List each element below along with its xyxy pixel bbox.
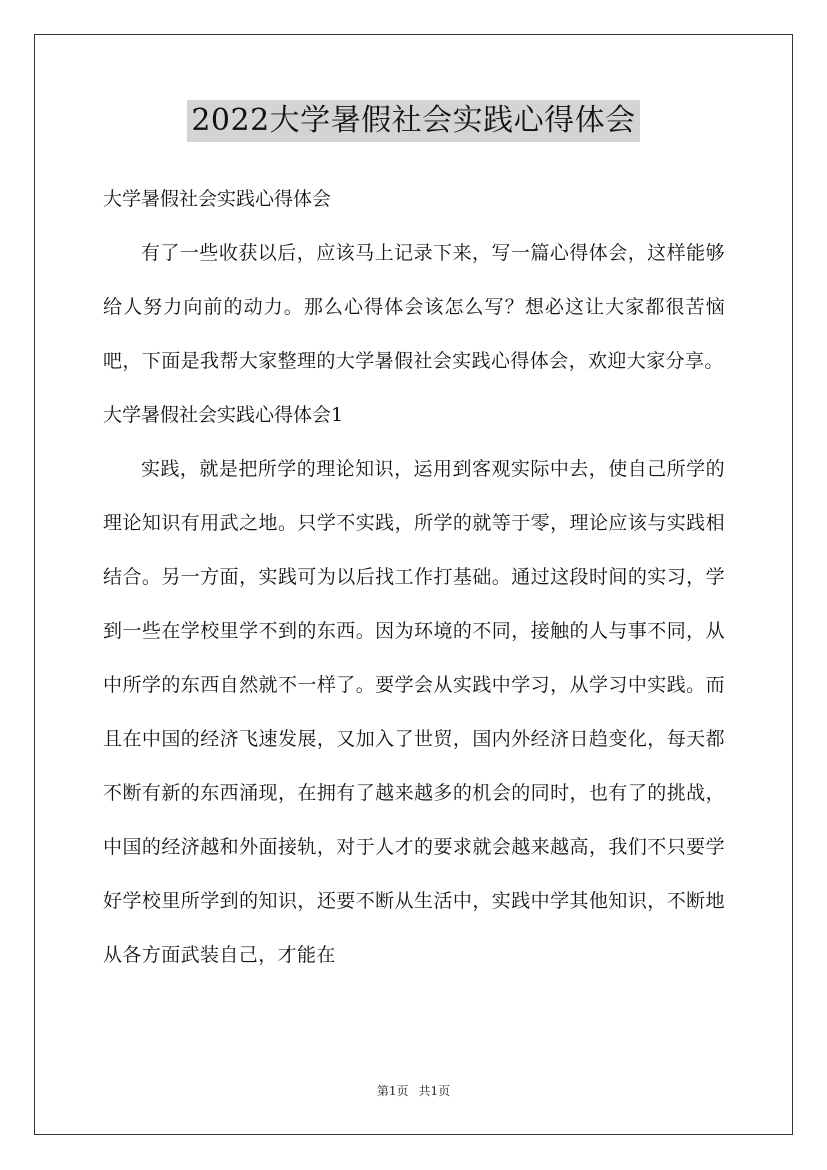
document-title: 2022大学暑假社会实践心得体会 [187, 100, 639, 142]
title-container [0, 100, 827, 142]
intro-paragraph: 有了一些收获以后，应该马上记录下来，写一篇心得体会，这样能够给人努力向前的动力。那么心得体会该怎么写？想必这让大家都很苦恼吧，下面是我帮大家整理的大学暑假社会实践心得体会，欢迎大家分享。 [103, 242, 725, 372]
section-heading: 大学暑假社会实践心得体会1 [103, 404, 344, 426]
document-subtitle: 大学暑假社会实践心得体会 [103, 188, 332, 210]
page-number: 第1页 [376, 1084, 409, 1098]
document-body [103, 172, 725, 982]
section-paragraph: 实践，就是把所学的理论知识，运用到客观实际中去，使自己所学的理论知识有用武之地。只学不实践，所学的就等于零，理论应该与实践相结合。另一方面，实践可为以后找工作打基础。通过这段时间的实习，学到一些在学校里学不到的东西。因为环境的不同，接触的人与事不同，从中所学的东西自然就不一样了。要学会从实践中学习，从学习中实践。而且在中国的经济飞速发展，又加入了世贸，国内外经济日趋变化，每天都不断有新的东西涌现，在拥有了越来越多的机会的同时，也有了的挑战，中国的经济越和外面接轨，对于人才的要求就会越来越高，我们不只要学好学校里所学到的知识，还要不断从生活中，实践中学其他知识，不断地从各方面武装自己，才能在 [103, 458, 725, 966]
page-footer [0, 1082, 827, 1100]
page-total: 共1页 [418, 1084, 451, 1098]
